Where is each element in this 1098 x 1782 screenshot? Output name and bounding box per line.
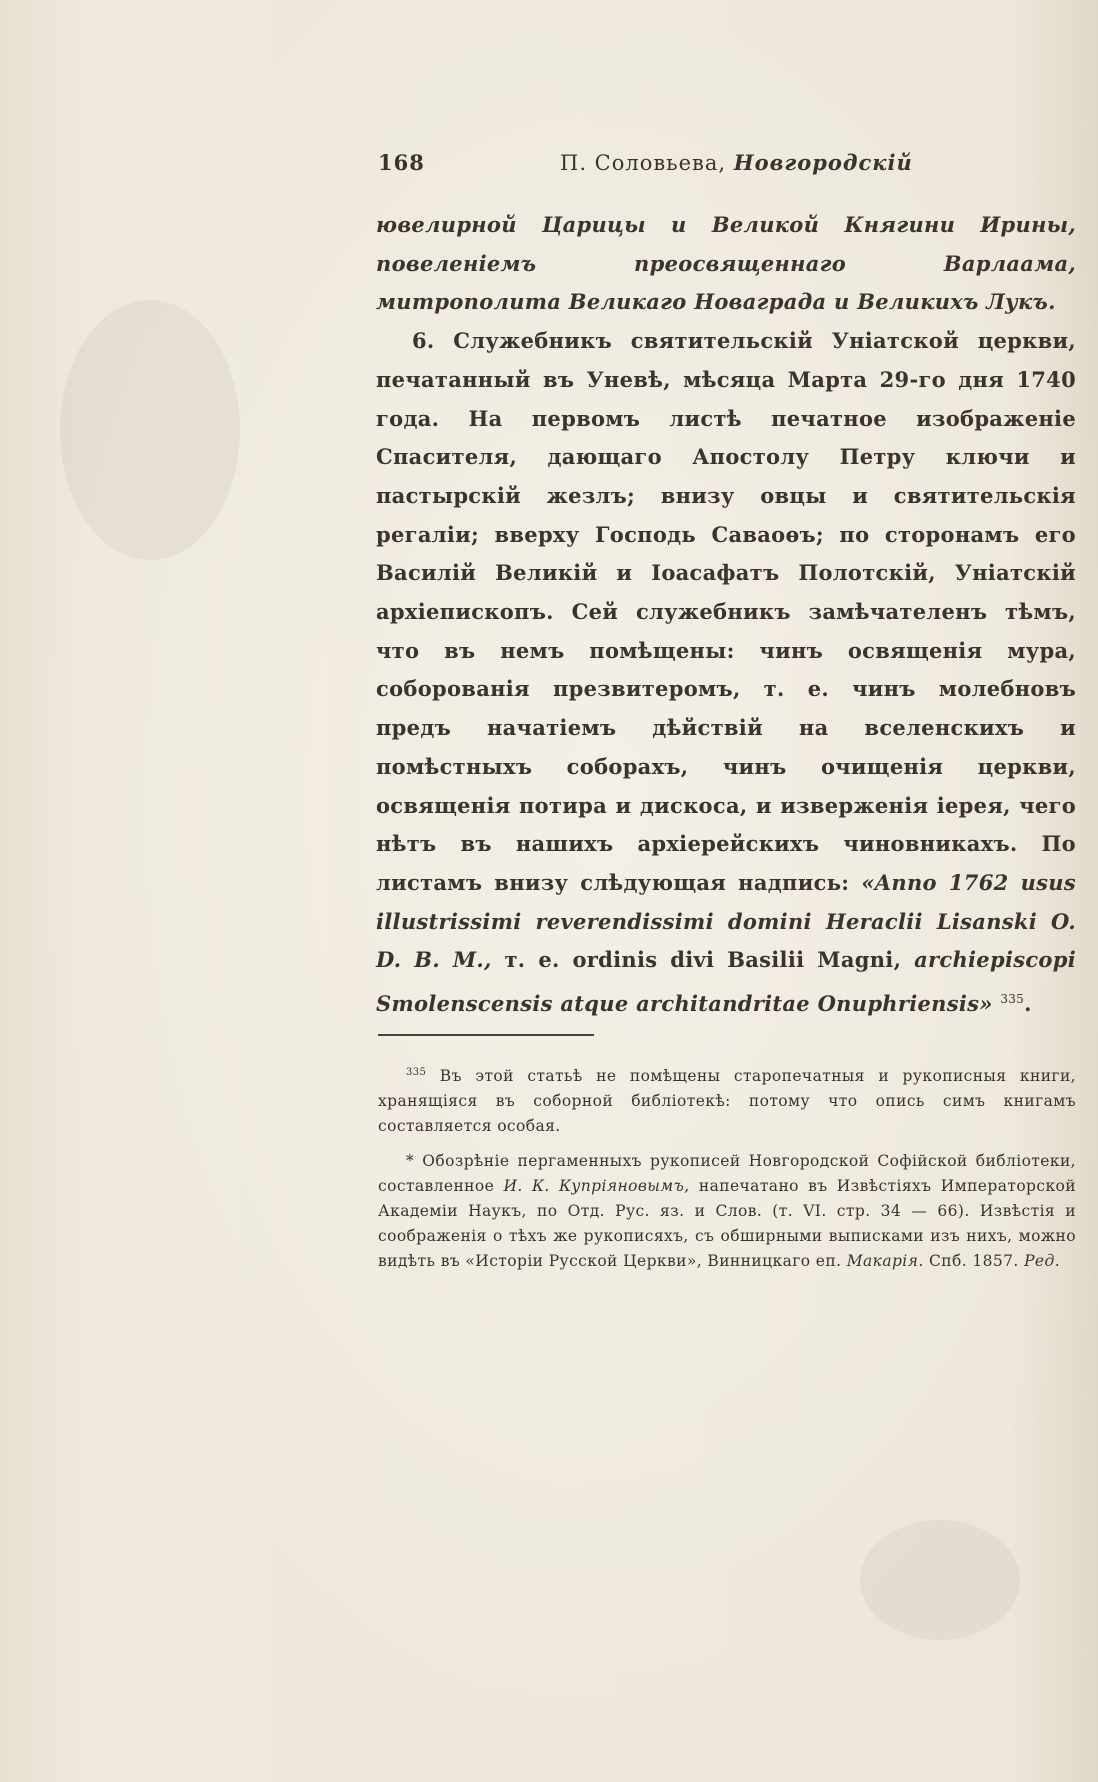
footnote-marker: 335: [406, 1067, 427, 1078]
footnote-text: Обозрѣнiе пергаменныхъ рукописей Новгородской Софiйской библiотеки, составленное: [378, 1152, 1076, 1196]
footnote-335: [378, 1060, 1076, 1139]
footnotes: [378, 1060, 1076, 1284]
page-stain: [860, 1520, 1020, 1640]
running-title: [560, 150, 913, 175]
footnote-divider: [378, 1034, 594, 1036]
end-punctuation: .: [1024, 991, 1032, 1017]
footnote-star-marker: *: [406, 1152, 415, 1171]
footnote-editor-mark: Ред.: [1024, 1252, 1061, 1271]
footnote-author-name: И. К. Купрiяновымъ,: [503, 1177, 690, 1196]
latin-inscription-part1: «Anno 1762 usus illustrissimi reverendissimi domini Heraclii Lisanski O. D. B. M.,: [376, 869, 1076, 973]
paragraph-continuation: [376, 206, 1076, 322]
footnote-editorial: [378, 1149, 1076, 1274]
running-head: [378, 150, 938, 180]
latin-inscription-part2: archiepiscopi Smolenscensis atque architandritae Onuphriensis»: [376, 947, 1076, 1017]
footnote-author-name: Макарiя.: [846, 1252, 924, 1271]
footnote-text: напечатано въ Извѣстiяхъ Императорской Академiи Наукъ, по Отд. Рус. яз. и Слов. (т. VI. стр. 34 — 66). Извѣстiя и соображенiя о тѣхъ же рукописяхъ, съ обширными выписками изъ нихъ, можно видѣть въ «Исторiи Русской Церкви», Винницкаго еп.: [378, 1177, 1077, 1271]
running-title-italic: Новгородскiй: [733, 150, 913, 175]
paragraph-item-6: [376, 322, 1076, 1024]
italic-continuation-text: ювелирной Царицы и Великой Княгини Ирины, повеленiемъ преосвященнаго Варлаама, митрополита Великаго Новаграда и Великихъ Лукъ.: [376, 212, 1076, 315]
page-stain: [60, 300, 240, 560]
running-title-author: П. Соловьева,: [560, 151, 727, 175]
latin-inscription-plain: т. е. ordinis divi Basilii Magni,: [504, 947, 902, 973]
footnote-text: Спб. 1857.: [928, 1252, 1019, 1271]
main-text: [376, 206, 1076, 1024]
paragraph-text: 6. Служебникъ святительскiй Унiатской церкви, печатанный въ Уневѣ, мѣсяца Марта 29-го дня 1740 года. На первомъ листѣ печатное изображенiе Спасителя, дающаго Апостолу Петру ключи и пастырскiй жезлъ; внизу овцы и святительскiя регалiи; вверху Господь Саваоѳъ; по сторонамъ его Василiй Великiй и Iоасафатъ Полотскiй, Унiатскiй архiепископъ. Сей служебникъ замѣчателенъ тѣмъ, что въ немъ помѣщены: чинъ освященiя мура, соборованiя презвитеромъ, т. е. чинъ молебновъ предъ начатiемъ дѣйствiй на вселенскихъ и помѣстныхъ соборахъ, чинъ очищенiя церкви, освященiя потира и дискоса, и изверженiя iерея, чего нѣтъ въ нашихъ архiерейскихъ чиновникахъ. По листамъ внизу слѣдующая надпись:: [376, 328, 1076, 895]
footnote-text: Въ этой статьѣ не помѣщены старопечатныя и рукописныя книги, хранящiяся въ соборной библiотекѣ: потому что опись симъ книгамъ составляется особая.: [378, 1067, 1077, 1136]
page-number: 168: [378, 150, 425, 175]
footnote-reference: 335: [1000, 992, 1025, 1007]
